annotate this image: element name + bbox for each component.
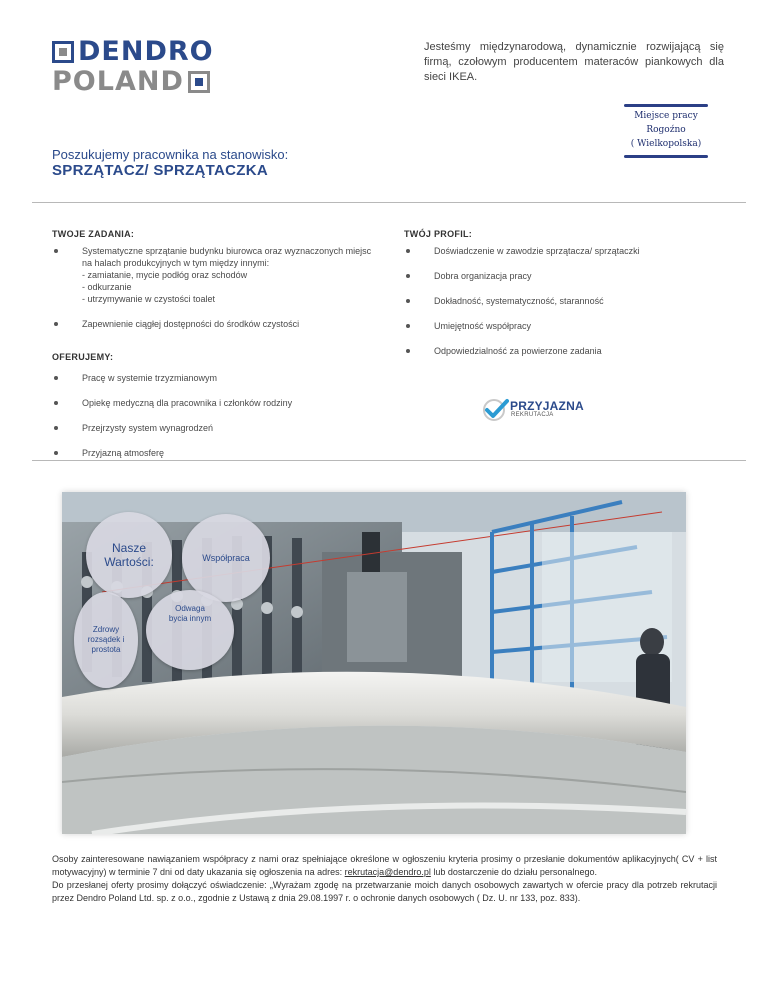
workplace-note <box>620 104 712 158</box>
badge-title: PRZYJAZNA <box>510 399 584 413</box>
position-lead: Poszukujemy pracownika na stanowisko: <box>52 147 289 162</box>
workplace-city: Rogoźno <box>646 125 686 135</box>
list-item: Opiekę medyczną dla pracownika i członków rodziny <box>52 397 382 409</box>
company-intro: Jesteśmy międzynarodową, dynamicznie rozwijającą się firmą, czołowym producentem materaców piankowych dla sieci IKEA. <box>424 41 724 83</box>
list-item: Systematyczne sprzątanie budynku biurowca oraz wyznaczonych miejsc na halach produkcyjnych w tym między innymi: - zamiatanie, mycie podłóg oraz schodów - odkurzanie - utrzymywanie w czystości toalet <box>52 245 372 305</box>
value-courage-bubble: Odwaga bycia innym <box>146 590 234 670</box>
job-title: SPRZĄTACZ/ SPRZĄTACZKA <box>52 162 269 179</box>
divider <box>32 202 746 203</box>
application-paragraph: Osoby zainteresowane nawiązaniem współpracy z nami oraz spełniające określone w ogłoszeniu kryteria prosimy o przesłanie dokumentów aplikacyjnych( CV + list motywacyjny) w terminie 7 dni od daty ukazania się ogłoszenia na adres: rekrutacja@dendro.pl lub dostarczenie do działu personalnego. <box>52 854 717 877</box>
value-common-sense-bubble: Zdrowy rozsądek i prostota <box>74 592 138 688</box>
list-item: Przyjazną atmosferę <box>52 447 382 459</box>
application-instructions <box>52 853 717 905</box>
value-heading-bubble: Nasze Wartości: <box>86 512 172 598</box>
logo-word-poland: POLAND <box>52 66 184 97</box>
list-item: Pracę w systemie trzyzmianowym <box>52 372 382 384</box>
check-icon <box>483 398 509 422</box>
value-cooperation-bubble: Współpraca <box>182 514 270 602</box>
workplace-region: ( Wielkopolska) <box>630 139 702 149</box>
brush-stroke <box>624 104 708 107</box>
logo-square-icon <box>52 41 74 63</box>
duties-list <box>52 245 372 330</box>
list-item: Doświadczenie w zawodzie sprzątacza/ sprzątaczki <box>404 245 734 257</box>
logo-square-icon <box>188 71 210 93</box>
offer-list <box>52 372 382 459</box>
offer-heading: OFERUJEMY: <box>52 352 114 362</box>
logo-word-dendro: DENDRO <box>78 36 214 67</box>
badge-subtitle: REKRUTACJA <box>511 412 554 418</box>
friendly-recruitment-badge <box>483 398 593 422</box>
brush-stroke <box>624 155 708 158</box>
profile-list <box>404 245 734 357</box>
company-logo <box>52 38 232 98</box>
workplace-label: Miejsce pracy <box>634 111 698 121</box>
factory-photo <box>62 492 686 834</box>
list-item: Umiejętność współpracy <box>404 320 734 332</box>
recruitment-email-link[interactable]: rekrutacja@dendro.pl <box>344 867 431 877</box>
list-item: Zapewnienie ciągłej dostępności do środków czystości <box>52 318 372 330</box>
list-item: Dokładność, systematyczność, staranność <box>404 295 734 307</box>
list-item: Dobra organizacja pracy <box>404 270 734 282</box>
profile-heading: TWÓJ PROFIL: <box>404 229 473 239</box>
duties-heading: TWOJE ZADANIA: <box>52 229 135 239</box>
consent-paragraph: Do przesłanej oferty prosimy dołączyć oświadczenie: „Wyrażam zgodę na przetwarzanie moich danych osobowych zawartych w ofercie pracy dla potrzeb rekrutacji przez Dendro Poland Ltd. sp. z o.o., zgodnie z Ustawą z dnia 29.08.1997 r. o ochronie danych osobowych ( Dz. U. nr 133, poz. 833). <box>52 880 717 903</box>
list-item: Odpowiedzialność za powierzone zadania <box>404 345 734 357</box>
list-item: Przejrzysty system wynagrodzeń <box>52 422 382 434</box>
divider <box>32 460 746 461</box>
